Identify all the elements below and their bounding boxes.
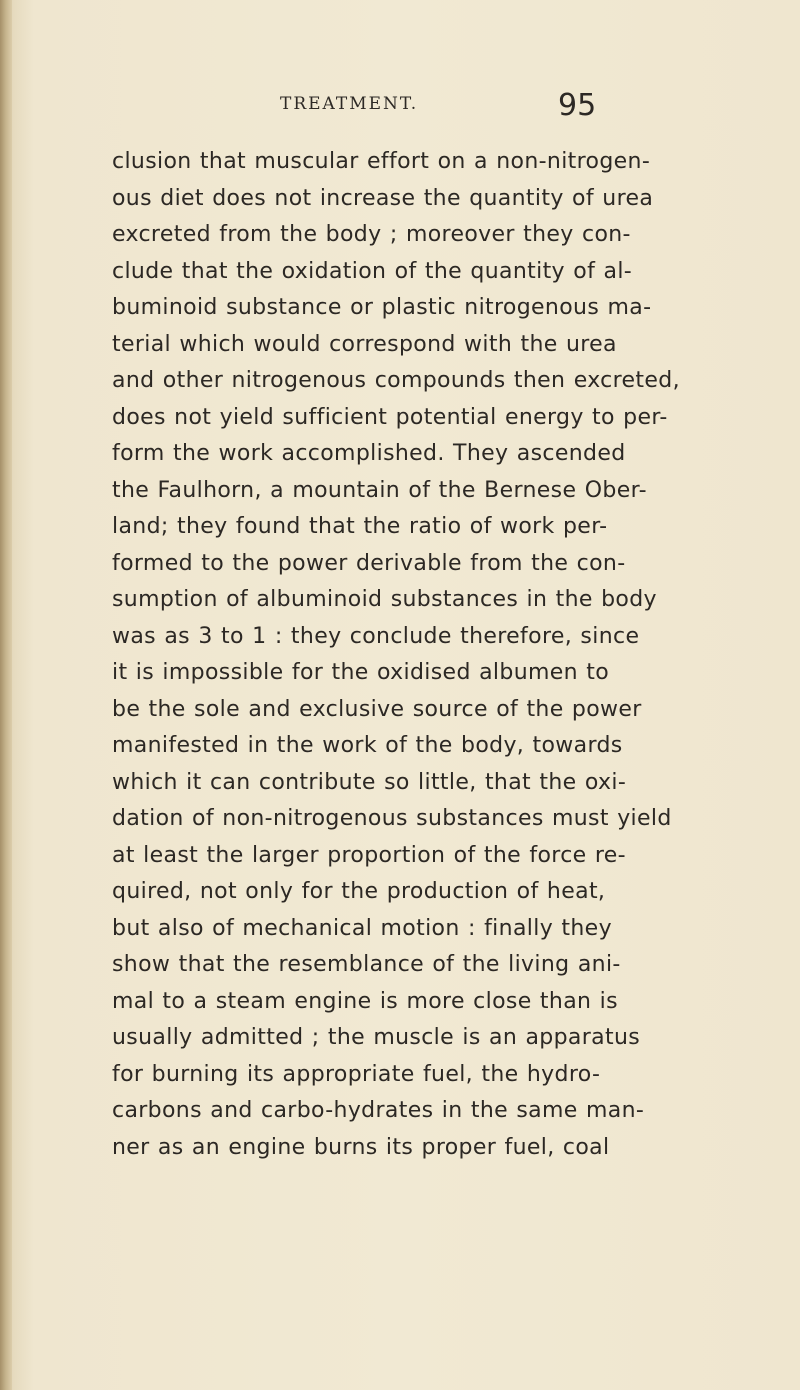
- page-number: 95: [558, 88, 597, 123]
- text-line: excreted from the body ; moreover they con-: [112, 222, 631, 247]
- running-title: TREATMENT.: [280, 94, 419, 114]
- text-line: ner as an engine burns its proper fuel, coal: [112, 1134, 610, 1160]
- text-line: the Faulhorn, a mountain of the Bernese Ober-: [112, 477, 647, 503]
- text-line: buminoid substance or plastic nitrogenous ma-: [112, 295, 652, 320]
- text-line: and other nitrogenous compounds then excreted,: [112, 368, 680, 393]
- text-line: but also of mechanical motion : finally they: [112, 915, 612, 941]
- page-header: [120, 88, 700, 128]
- text-line: form the work accomplished. They ascended: [112, 441, 626, 466]
- text-line: show that the resemblance of the living ani-: [112, 952, 621, 977]
- text-line: it is impossible for the oxidised albumen to: [112, 660, 610, 685]
- text-line: ous diet does not increase the quantity of urea: [112, 185, 654, 211]
- text-line: clude that the oxidation of the quantity of al-: [112, 258, 633, 284]
- text-line: was as 3 to 1 : they conclude therefore, since: [112, 623, 640, 649]
- text-line: clusion that muscular effort on a non-nitrogen-: [112, 149, 651, 174]
- text-line: which it can contribute so little, that the oxi-: [112, 769, 627, 795]
- text-line: carbons and carbo-hydrates in the same man-: [112, 1098, 645, 1123]
- text-line: does not yield sufficient potential energy to per-: [112, 404, 668, 430]
- text-line: usually admitted ; the muscle is an apparatus: [112, 1025, 641, 1050]
- text-line: terial which would correspond with the urea: [112, 331, 617, 357]
- page-binding-edge: [0, 0, 12, 1390]
- text-line: manifested in the work of the body, towards: [112, 733, 623, 758]
- text-line: dation of non-nitrogenous substances must yield: [112, 806, 672, 831]
- text-line: sumption of albuminoid substances in the body: [112, 587, 657, 612]
- text-line: land; they found that the ratio of work per-: [112, 514, 608, 539]
- text-line: quired, not only for the production of heat,: [112, 879, 606, 904]
- text-line: be the sole and exclusive source of the power: [112, 696, 642, 722]
- text-line: for burning its appropriate fuel, the hydro-: [112, 1061, 601, 1087]
- body-text: [112, 144, 688, 1166]
- text-line: mal to a steam engine is more close than is: [112, 988, 618, 1014]
- text-line: formed to the power derivable from the con-: [112, 550, 626, 576]
- text-line: at least the larger proportion of the force re-: [112, 842, 626, 868]
